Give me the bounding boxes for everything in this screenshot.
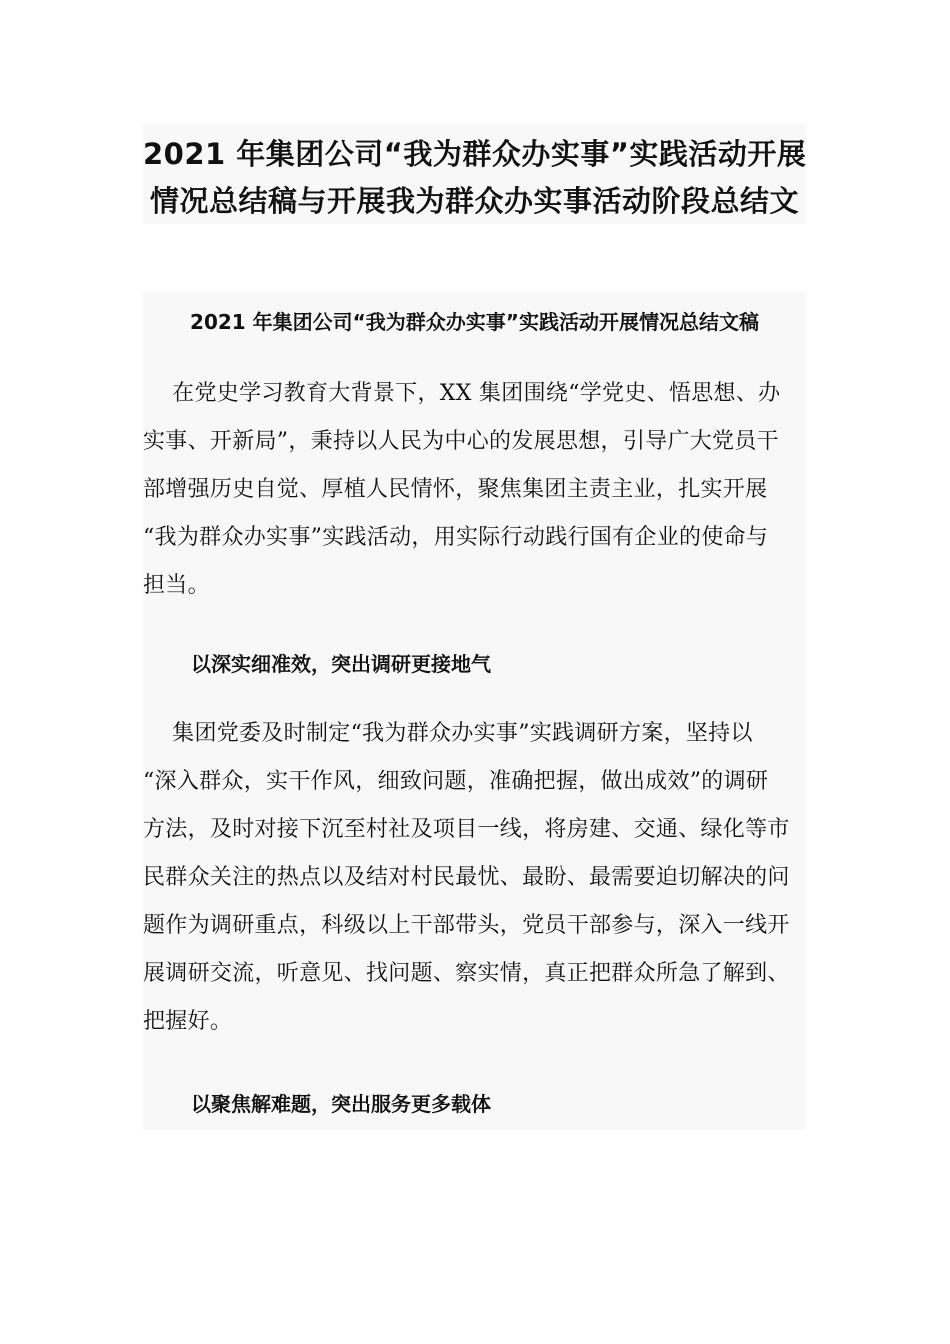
paragraph-1-line-3: 部增强历史自觉、厚植人民情怀，聚焦集团主责主业，扎实开展	[143, 477, 768, 502]
document-subtitle: 2021 年集团公司“我为群众办实事”实践活动开展情况总结文稿	[190, 310, 759, 334]
document-body	[143, 292, 806, 1130]
paragraph-1-line-4: “我为群众办实事”实践活动，用实际行动践行国有企业的使命与	[143, 525, 769, 550]
section-heading-2: 以聚焦解难题，突出服务更多载体	[191, 1092, 491, 1116]
paragraph-2-line-4: 民群众关注的热点以及结对村民最忧、最盼、最需要迫切解决的问	[143, 865, 790, 890]
paragraph-2-line-7: 把握好。	[143, 1009, 233, 1034]
paragraph-2-line-2: “深入群众，实干作风，细致问题，准确把握，做出成效”的调研	[143, 769, 769, 794]
document-title	[143, 124, 806, 224]
paragraph-2-line-1: 集团党委及时制定“我为群众办实事”实践调研方案，坚持以	[143, 721, 753, 746]
title-line-1: 2021 年集团公司“我为群众办实事”实践活动开展	[143, 137, 807, 171]
paragraph-2-line-5: 题作为调研重点，科级以上干部带头，党员干部参与，深入一线开	[143, 913, 790, 938]
paragraph-2-line-3: 方法，及时对接下沉至村社及项目一线，将房建、交通、绿化等市	[143, 817, 790, 842]
paragraph-1-line-2: 实事、开新局”，秉持以人民为中心的发展思想，引导广大党员干	[143, 429, 779, 454]
paragraph-2-line-6: 展调研交流，听意见、找问题、察实情，真正把群众所急了解到、	[143, 961, 790, 986]
section-heading-1: 以深实细准效，突出调研更接地气	[191, 652, 491, 676]
paragraph-1-line-1: 在党史学习教育大背景下，XX 集团围绕“学党史、悟思想、办	[143, 381, 781, 406]
title-line-2: 情况总结稿与开展我为群众办实事活动阶段总结文	[149, 184, 799, 218]
paragraph-1-line-5: 担当。	[143, 573, 210, 598]
